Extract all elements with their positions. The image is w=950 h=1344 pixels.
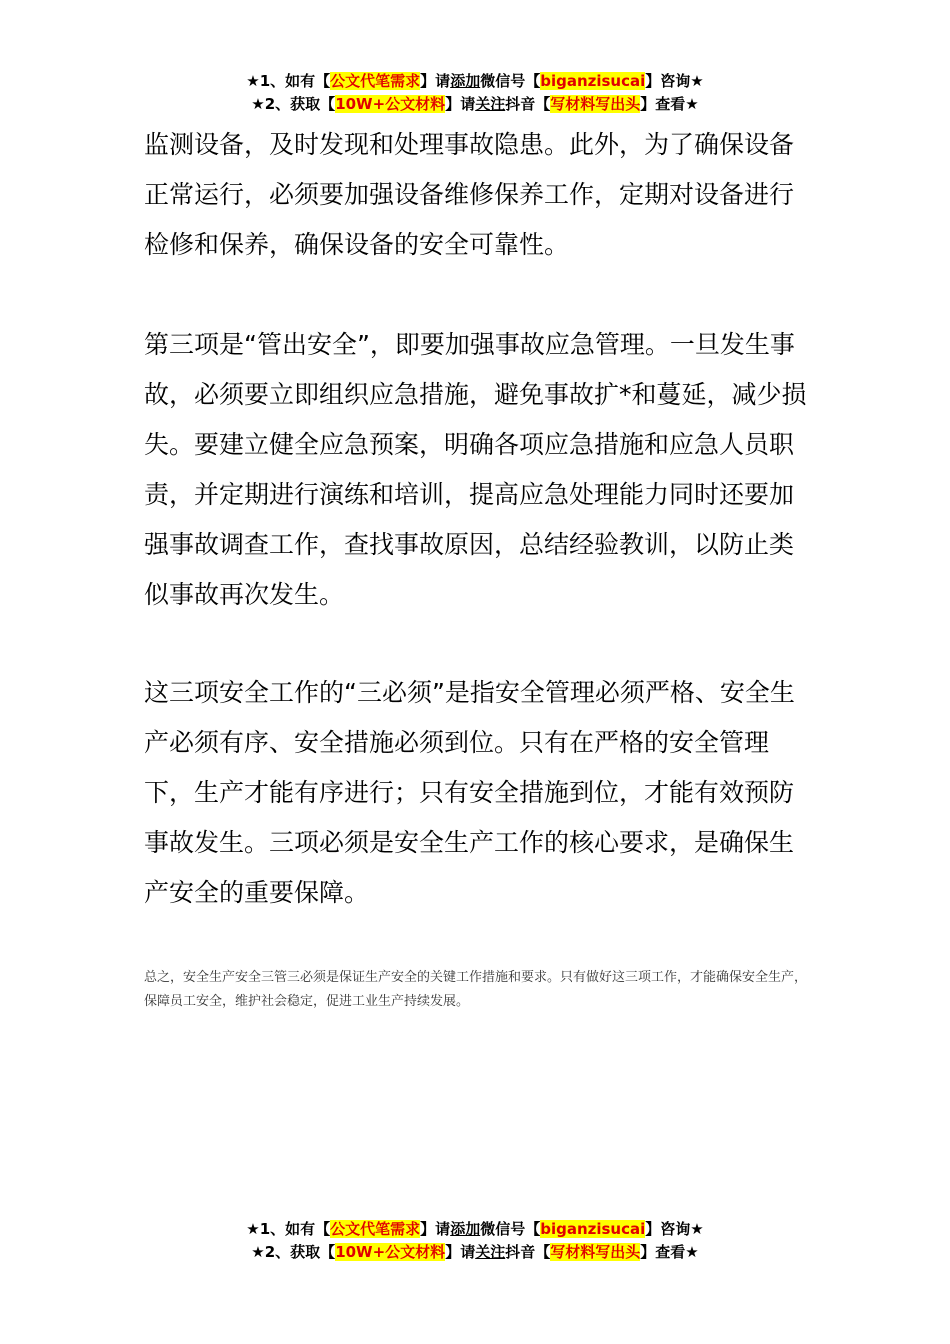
banner-underline: 添加 xyxy=(450,72,481,90)
body-paragraph-3: 这三项安全工作的“三必须”是指安全管理必须严格、安全生产必须有序、安全措施必须到位。只有在严格的安全管理下，生产才能有序进行；只有安全措施到位，才能有效预防事故发生。三项必须是安全生产工作的核心要求，是确保生产安全的重要保障。 xyxy=(144,678,795,907)
banner-line-2 xyxy=(0,1241,950,1264)
banner-highlight: 10W+公文材料 xyxy=(335,95,446,113)
footer-banner xyxy=(0,1218,950,1264)
banner-text: 微信号【 xyxy=(480,1220,541,1238)
banner-highlight: biganzisucai xyxy=(540,1220,646,1238)
banner-underline: 关注 xyxy=(475,1243,506,1261)
banner-text: 】请 xyxy=(420,72,451,90)
banner-text: 】咨询★ xyxy=(645,72,704,90)
banner-text: 】请 xyxy=(420,1220,451,1238)
banner-highlight: 公文代笔需求 xyxy=(330,72,421,90)
banner-text: 】查看★ xyxy=(640,1243,699,1261)
banner-highlight: 10W+公文材料 xyxy=(335,1243,446,1261)
banner-highlight: 写材料写出头 xyxy=(550,95,641,113)
banner-text: 】请 xyxy=(445,1243,476,1261)
banner-text: 抖音【 xyxy=(505,1243,551,1261)
banner-text: 】查看★ xyxy=(640,95,699,113)
summary-paragraph: 总之，安全生产安全三管三必须是保证生产安全的关键工作措施和要求。只有做好这三项工作，才能确保安全生产，保障员工安全，维护社会稳定，促进工业生产持续发展。 xyxy=(144,970,808,1009)
banner-highlight: 写材料写出头 xyxy=(550,1243,641,1261)
banner-highlight: 公文代笔需求 xyxy=(330,1220,421,1238)
banner-line-1 xyxy=(0,1218,950,1241)
banner-text: 微信号【 xyxy=(480,72,541,90)
banner-underline: 关注 xyxy=(475,95,506,113)
banner-text: ★1、如有【 xyxy=(246,1220,331,1238)
body-paragraph-2: 第三项是“管出安全”，即要加强事故应急管理。一旦发生事故，必须要立即组织应急措施，避免事故扩*和蔓延，减少损失。要建立健全应急预案，明确各项应急措施和应急人员职责，并定期进行演练和培训，提高应急处理能力同时还要加强事故调查工作，查找事故原因，总结经验教训，以防止类似事故再次发生。 xyxy=(144,330,807,609)
banner-text: ★1、如有【 xyxy=(246,72,331,90)
banner-line-2 xyxy=(0,93,950,116)
banner-underline: 添加 xyxy=(450,1220,481,1238)
banner-highlight: biganzisucai xyxy=(540,72,646,90)
banner-text: 】请 xyxy=(445,95,476,113)
banner-text: 抖音【 xyxy=(505,95,551,113)
banner-text: ★2、获取【 xyxy=(251,95,336,113)
banner-line-1 xyxy=(0,70,950,93)
header-banner xyxy=(0,70,950,116)
banner-text: 】咨询★ xyxy=(645,1220,704,1238)
banner-text: ★2、获取【 xyxy=(251,1243,336,1261)
body-paragraph-1: 监测设备，及时发现和处理事故隐患。此外，为了确保设备正常运行，必须要加强设备维修保养工作，定期对设备进行检修和保养，确保设备的安全可靠性。 xyxy=(144,130,795,259)
